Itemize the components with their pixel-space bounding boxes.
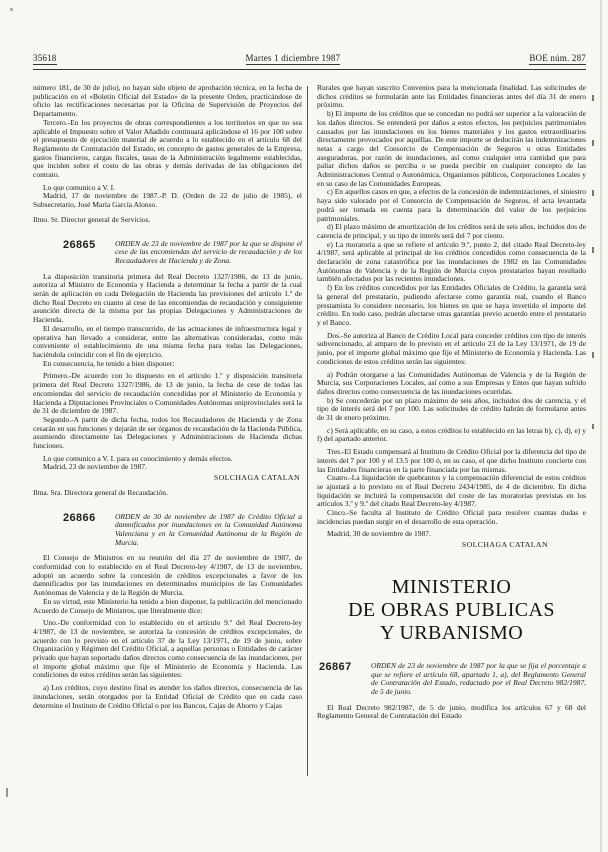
signature: SOLCHAGA CATALAN [461, 540, 548, 550]
text-columns [33, 84, 586, 721]
paragraph: Uno.-De conformidad con lo establecido en el artículo 9.º del Real Decreto-ley 4/1987, de 13 de noviembre, se autoriza la concesión de créditos excepcionales, de acuerdo con lo previsto en el artículo 37 de la Ley 13/1971, de 19 de junio, sobre Organización y Régimen del Crédito Oficial, a aquellas personas o Entidades de carácter privado que hayan soportado daños directos como consecuencia de las inundaciones, por el importe global máximo que fije el Ministerio de Economía y Hacienda. Las condiciones de estos créditos serán las siguientes: [33, 618, 302, 680]
left-column [33, 84, 302, 721]
entry-number: 26867 [319, 660, 352, 673]
paragraph: d) El plazo máximo de amortización de los créditos será de seis años, incluidos dos de carencia de principal, y su tipo de interés será del 7 por ciento. [317, 222, 586, 240]
ministry-heading-line: MINISTERIO [391, 575, 512, 598]
scan-mark [592, 352, 594, 358]
ministry-heading-line: Y URBANISMO [379, 621, 524, 644]
scan-mark [592, 190, 594, 196]
scan-edge-artifact [600, 0, 602, 852]
paragraph: a) Los créditos, cuyo destino final es atender los daños directos, consecuencia de las inundaciones, serán otorgados por la Entidad Oficial de Crédito que en cada caso determine el Instituto de Crédito Oficial o por los Bancos, Cajas de Ahorro y Cajas [33, 683, 302, 710]
entry-number: 26865 [63, 238, 96, 251]
entry-title: ORDEN de 30 de noviembre de 1987 de Crédito Oficial a damnificados por inundaciones en la Comunidad Autónoma Valenciana y en la Comunidad Autónoma de la Región de Murcia. [115, 511, 302, 547]
paragraph: a) Podrán otorgarse a las Comunidades Autónomas de Valencia y de la Región de Murcia, sus Corporaciones Locales, así como a sus Empresas y Entes que hayan sufrido daños directos como consecuencia de las inundaciones ocurridas. [317, 369, 586, 396]
paragraph: Madrid, 30 de noviembre de 1987. [327, 529, 431, 539]
page-header [33, 53, 586, 70]
paragraph: Cinco.-Se faculta al Instituto de Crédito Oficial para resolver cuantas dudas e incidencias puedan surgir en el desarrollo de esta operación. [317, 508, 586, 526]
gazette-entry [33, 513, 302, 548]
paragraph: Lo que comunico a V. I. [43, 182, 116, 192]
gazette-entry [33, 240, 302, 266]
scan-mark [10, 8, 13, 11]
right-column [317, 84, 586, 721]
scan-mark [592, 140, 594, 146]
entry-title: ORDEN de 23 de noviembre de 1987 por la que se fija el porcentaje a que se refiere el artículo 68, apartado 1, a), del Reglamento General de Contratación del Estado, redactado por el Real Decreto 982/1987, de 5 de junio. [371, 660, 586, 696]
paragraph: c) En aquellos casos en que, a efectos de la concesión de indemnizaciones, el siniestro haya sido valorado por el Consorcio de Compensación de Seguros, el acta levantada podrá ser tomada en cuenta para la determinación del valor de los perjuicios patrimoniales. [317, 187, 586, 223]
scan-mark [592, 424, 594, 429]
paragraph: El Consejo de Ministros en su reunión del día 27 de noviembre de 1987, de conformidad con lo establecido en el Real Decreto-ley 4/1987, de 13 de noviembre, adoptó un acuerdo sobre la concesión de créditos excepcionales a favor de los damnificados por las inundaciones en determinados municipios de las Comunidades Autónomas de Valencia y de la Región de Murcia. [33, 553, 302, 598]
page-number: 35618 [33, 53, 57, 63]
paragraph: En consecuencia, he tenido a bien disponer: [43, 358, 175, 368]
gazette-entry [317, 662, 586, 697]
ministry-heading-line: DE OBRAS PUBLICAS [348, 598, 555, 621]
signature: SOLCHAGA CATALAN [213, 473, 300, 483]
paragraph: b) El importe de los créditos que se concedan no podrá ser superior a la valoración de los daños directos. Se entenderá por daños a estos efectos, los perjuicios patrimoniales causados por las inundaciones en los bienes materiales y los gastos extraordinarios directamente provocados por aquéllas. De este importe se deducirán las indemnizaciones netas a cargo del Consorcio de Compensación de Seguros u otras Entidades aseguradoras, por razón de inundaciones, así como cualquier otra cantidad que para paliar dichos daños se perciba o se pueda percibir en cualquier concepto de las Administraciones Central o Autonómica, Organismos públicos, Corporaciones Locales y en su caso de las Comunidades Europeas. [317, 109, 586, 188]
scan-mark [592, 247, 594, 253]
paragraph: b) Se concederán por un plazo máximo de seis años, incluidos dos de carencia, y el tipo de interés será del 7 por 100. Las solicitudes de crédito habrán de formularse antes de 31 de enero próximo. [317, 395, 586, 423]
entry-title: ORDEN de 23 de noviembre de 1987 por la que se dispone el cese de las encomiendas del servicio de recaudación y de los Recaudadores de Hacienda y de Zona. [115, 238, 302, 265]
paragraph: Primero.-De acuerdo con lo dispuesto en el artículo 1.º y disposición transitoria primera del Real Decreto 1327/1986, de 13 de junio, la fecha de cese de todas las encomiendas del servicio de recaudación concedidas por el Ministerio de Economía y Hacienda a Diputaciones Provinciales o Comunidades Autónomas uniprovinciales será la de 31 de diciembre de 1987. [33, 371, 302, 416]
paragraph: Tres.-El Estado compensará al Instituto de Crédito Oficial por la diferencia del tipo de interés del 7 por 100 y el 13.5 por 100 ó, en su caso, el que dicho Instituto concierte con las Entidades financieras en la parte financiada por las mismas. [317, 447, 586, 474]
paragraph: El desarrollo, en el tiempo transcurrido, de las actuaciones de infraestructura legal y operativa han llevado a considerar, entre las alternativas consideradas, como más conveniente el establecimiento de una misma fecha para todas las Delegaciones, haciéndola coincidir con el fin de ejercicio. [33, 323, 302, 359]
paragraph: número 181, de 30 de julio), no hayan sido objeto de aprobación técnica, en la fecha de publicación en el «Boletín Oficial del Estado» de la presente Orden, practicándose de oficio las rectificaciones necesarias por la Oficina de Supervisión de Proyectos del Departamento. [33, 83, 302, 119]
issue-number: BOE núm. 287 [529, 53, 586, 63]
issue-date: Martes 1 diciembre 1987 [245, 53, 341, 63]
addressee-line: Ilmo. Sr. Director general de Servicios. [33, 214, 151, 224]
paragraph: Dos.-Se autoriza al Banco de Crédito Local para conceder créditos con tipo de interés subvencionado, al amparo de lo previsto en el artículo 23 de la Ley 13/1971, de 19 de junio, por el importe global máximo que fije el Ministerio de Economía y Hacienda. Las condiciones de estos créditos serán las siguientes: [317, 330, 586, 366]
addressee-line: Ilma. Sra. Directora general de Recaudación. [33, 487, 168, 497]
paragraph: Madrid, 23 de noviembre de 1987. [43, 462, 147, 472]
paragraph: En su virtud, este Ministerio ha tenido a bien disponer, la publicación del mencionado Acuerdo de Consejo de Ministros, que literalmente dice: [33, 596, 302, 615]
scan-mark [6, 788, 8, 797]
scan-mark [592, 95, 594, 101]
paragraph: Madrid, 17 de noviembre de 1987.-P. D. (Orden de 22 de julio de 1985), el Subsecretario, José María García Alonso. [33, 191, 302, 210]
paragraph: Segundo.-A partir de dicha fecha, todos los Recaudadores de Hacienda y de Zona cesarán en sus funciones y dejarán de ser órganos de recaudación de la Hacienda Pública, asumiendo directamente las Delegaciones y Administraciones de Hacienda dichas funciones. [33, 414, 302, 451]
paragraph: El Real Decreto 982/1987, de 5 de junio, modifica los artículos 67 y 68 del Reglamento General de Contratación del Estado [317, 702, 586, 721]
entry-number: 26866 [63, 511, 96, 524]
paragraph: La disposición transitoria primera del Real Decreto 1327/1986, de 13 de junio, autoriza al Ministro de Economía y Hacienda a determinar la fecha a partir de la cual serán de aplicación en cada Delegación de Hacienda las previsiones del artículo 1.º de dicho Real Decreto en cuanto al cese de las encomiendas de recaudación y consiguiente asunción directa de la misma por las propias Delegaciones y Administraciones de Hacienda. [33, 271, 302, 325]
paragraph: Cuatro.-La liquidación de quebrantos y la compensación diferencial de estos créditos se ajustará a lo previsto en el Real Decreto 2434/1985, de 4 de diciembre. En dicha liquidación se incluirá la compensación del coste de las moratorias previstas en los artículos 3.º y 9.º del citado Real Decreto-ley 4/1987. [317, 473, 586, 509]
paragraph: Rurales que hayan suscrito Convenios para la mencionada finalidad. Las solicitudes de dichos créditos se formularán ante las Entidades financieras antes del día 31 de enero próximo. [317, 83, 586, 110]
ministry-heading [317, 576, 586, 645]
paragraph: c) Será aplicable, en su caso, a estos créditos lo establecido en las letras b), c), d), e) y f) del apartado anterior. [317, 425, 586, 444]
paragraph: e) La moratoria a que se refiere el artículo 9.º, punto 2, del citado Real Decreto-ley 4/1987, será aplicable al principal de los créditos concedidos como consecuencia de la declaración de zona catastrófica por las inundaciones de 1982 en las Comunidades Autónomas de Valencia y de la Región de Murcia cuyos prestatarios hayan resultado también afectados por las recientes inundaciones. [317, 239, 586, 284]
paragraph: Tercero.-En los proyectos de obras correspondientes a los territorios en que no sea aplicable el Impuesto sobre el Valor Añadido continuará aplicándose el 16 por 100 sobre el presupuesto de ejecución material de acuerdo a lo establecido en el artículo 68 del Reglamento de Contratación del Estado, en concepto de gastos generales de la Empresa, gastos financieros, cargas fiscales, tasas de la Administración legalmente establecidas, que inciden sobre el costo de las obras y demás derivadas de las obligaciones del contrato. [33, 117, 302, 180]
paragraph: Lo que comunico a V. I. para su conocimiento y demás efectos. [43, 453, 233, 463]
paragraph: f) En los créditos concedidos por las Entidades Oficiales de Crédito, la garantía será la general del prestatario, pudiendo afectarse como garantía real, cuando el Banco prestamista lo considere necesario, los bienes en que se haya invertido el importe del crédito. En todo caso, podrán afectarse otras garantías previo acuerdo entre el prestatario y el Banco. [317, 283, 586, 327]
